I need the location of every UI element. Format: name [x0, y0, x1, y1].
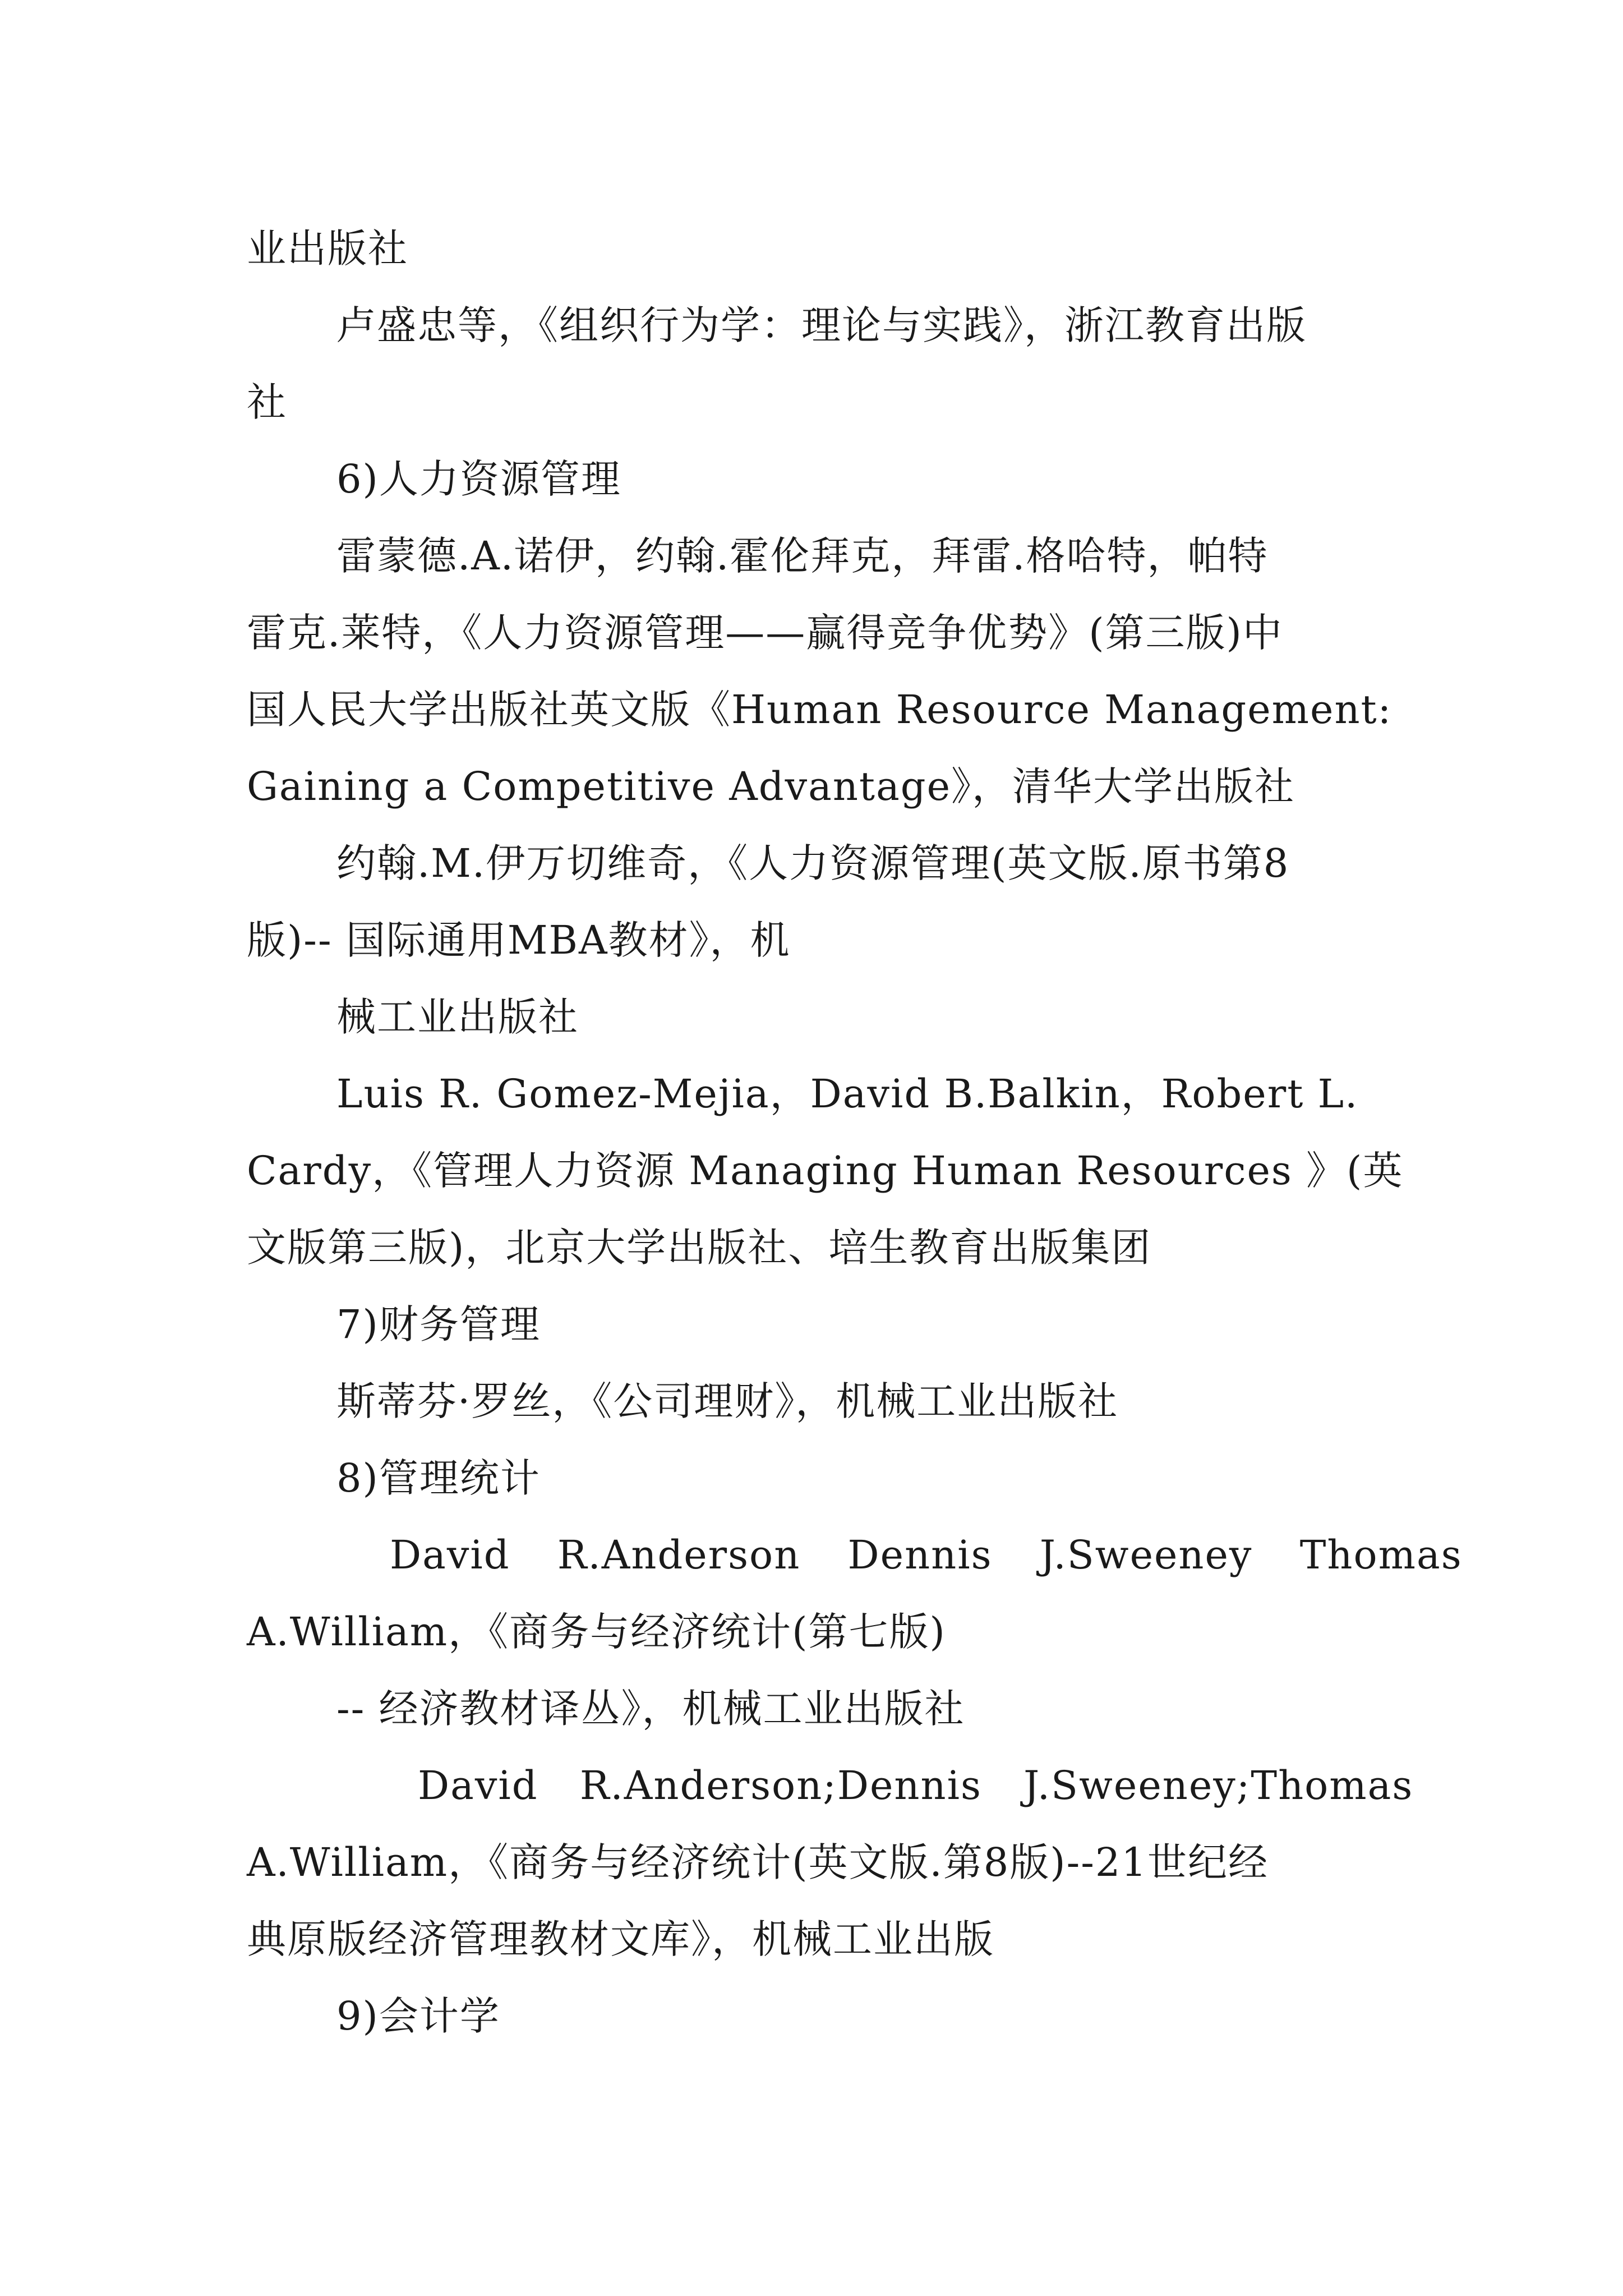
- section-heading: 8)管理统计: [336, 1455, 541, 1501]
- text-line: 雷蒙德.A.诺伊，约翰.霍伦拜克，拜雷.格哈特，帕特: [336, 533, 1269, 579]
- document-page: [247, 210, 1463, 2055]
- text-line: 卢盛忠等，《组织行为学：理论与实践》，浙江教育出版: [336, 302, 1307, 348]
- text-line: 版)-- 国际通用MBA教材》，机: [247, 917, 791, 963]
- text-line: Luis R. Gomez-Mejia，David B.Balkin，Robert L.: [336, 1071, 1359, 1117]
- text-line: 国人民大学出版社英文版《Human Resource Management:: [247, 687, 1393, 733]
- text-line: 约翰.M.伊万切维奇，《人力资源管理(英文版.原书第8: [336, 840, 1290, 886]
- text-line: A.William，《商务与经济统计(英文版.第8版)--21世纪经: [247, 1839, 1269, 1885]
- text-line: 典原版经济管理教材文库》，机械工业出版: [247, 1916, 994, 1962]
- section-heading: 9)会计学: [336, 1993, 500, 2039]
- text-line: 社: [247, 379, 287, 425]
- text-line: Gaining a Competitive Advantage》，清华大学出版社: [247, 763, 1295, 809]
- text-line: 斯蒂芬·罗丝，《公司理财》，机械工业出版社: [336, 1378, 1119, 1424]
- text-line: 业出版社: [247, 226, 408, 272]
- text-line: A.William，《商务与经济统计(第七版): [247, 1609, 946, 1655]
- section-heading: 6)人力资源管理: [336, 456, 621, 502]
- section-heading: 7)财务管理: [336, 1301, 541, 1347]
- text-line: 械工业出版社: [336, 994, 579, 1040]
- text-line: Cardy，《管理人力资源 Managing Human Resources 》(英: [247, 1148, 1404, 1194]
- text-line: David R.Anderson;Dennis J.Sweeney;Thomas: [418, 1763, 1414, 1809]
- text-line: 雷克.莱特，《人力资源管理——赢得竞争优势》(第三版)中: [247, 610, 1283, 656]
- text-line: 文版第三版)，北京大学出版社、培生教育出版集团: [247, 1225, 1152, 1271]
- text-line: -- 经济教材译丛》，机械工业出版社: [336, 1686, 965, 1732]
- text-line: David R.Anderson Dennis J.Sweeney Thomas: [390, 1532, 1463, 1578]
